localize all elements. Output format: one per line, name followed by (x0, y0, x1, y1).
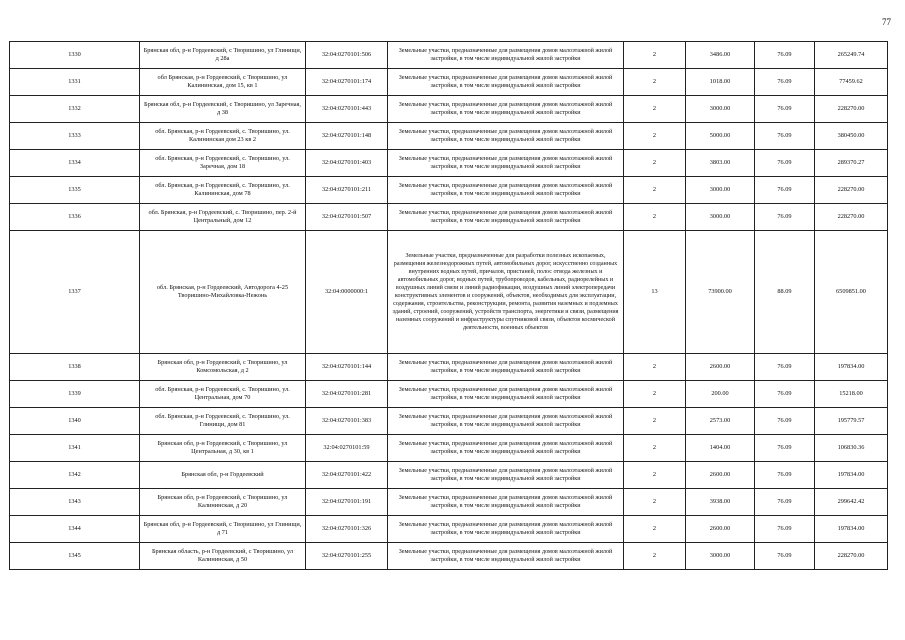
address-cell: Брянская обл, р-н Гордеевский (140, 462, 306, 489)
area-cell: 1018.00 (686, 69, 755, 96)
address-cell: обл. Брянская, р-н Гордеевский, с. Творишино, ул. Центральная, дом 70 (140, 381, 306, 408)
cadastral-value-cell: 299642.42 (815, 489, 888, 516)
group-cell: 2 (624, 177, 686, 204)
rate-cell: 76.09 (755, 354, 815, 381)
address-cell: Брянская обл, р-н Гордеевский, с Творишино, ул Калининская, д 20 (140, 489, 306, 516)
land-use-cell: Земельные участки, предназначенные для размещения домов малоэтажной жилой застройки, в том числе индивидуальной жилой застройки (388, 543, 624, 570)
land-use-cell: Земельные участки, предназначенные для размещения домов малоэтажной жилой застройки, в том числе индивидуальной жилой застройки (388, 204, 624, 231)
address-cell: обл Брянская, р-н Гордеевский, с Творишино, ул Калининская, дом 15, кв 1 (140, 69, 306, 96)
row-number-cell: 1331 (10, 69, 140, 96)
cadastral-value-cell: 228270.00 (815, 543, 888, 570)
address-cell: обл. Брянская, р-н Гордеевский, с. Творишино, ул. Калининская, дом 78 (140, 177, 306, 204)
row-number-cell: 1343 (10, 489, 140, 516)
cadastral-number-cell: 32:04:0270101:211 (306, 177, 388, 204)
area-cell: 2600.00 (686, 462, 755, 489)
table-row (10, 543, 888, 570)
table-row (10, 204, 888, 231)
table-row (10, 408, 888, 435)
land-use-cell: Земельные участки, предназначенные для размещения домов малоэтажной жилой застройки, в том числе индивидуальной жилой застройки (388, 516, 624, 543)
land-registry-table (9, 41, 888, 570)
row-number-cell: 1344 (10, 516, 140, 543)
land-use-cell: Земельные участки, предназначенные для размещения домов малоэтажной жилой застройки, в том числе индивидуальной жилой застройки (388, 150, 624, 177)
group-cell: 2 (624, 408, 686, 435)
address-cell: обл. Брянская, р-н Гордеевский, с. Творишино, ул. Калининская дом 23 кв 2 (140, 123, 306, 150)
group-cell: 2 (624, 462, 686, 489)
area-cell: 3938.00 (686, 489, 755, 516)
cadastral-number-cell: 32:04:0270101:281 (306, 381, 388, 408)
row-number-cell: 1342 (10, 462, 140, 489)
rate-cell: 76.09 (755, 489, 815, 516)
address-cell: Брянская обл, р-н Гордеевский, с Творишино, ул Центральная, д 30, кв 1 (140, 435, 306, 462)
page-number: 77 (882, 17, 891, 27)
address-cell: обл. Брянская, р-н Гордеевский, с. Творишино, пер. 2-й Центральный, дом 12 (140, 204, 306, 231)
table-body (10, 42, 888, 570)
row-number-cell: 1332 (10, 96, 140, 123)
group-cell: 2 (624, 69, 686, 96)
rate-cell: 76.09 (755, 516, 815, 543)
table-row (10, 123, 888, 150)
group-cell: 2 (624, 489, 686, 516)
row-number-cell: 1335 (10, 177, 140, 204)
address-cell: Брянская обл, р-н Гордеевский, с Творишино, ул Глинищи, д 28а (140, 42, 306, 69)
group-cell: 2 (624, 42, 686, 69)
cadastral-number-cell: 32:04:0270101:443 (306, 96, 388, 123)
area-cell: 3486.00 (686, 42, 755, 69)
cadastral-value-cell: 380450.00 (815, 123, 888, 150)
row-number-cell: 1337 (10, 231, 140, 354)
table-row (10, 462, 888, 489)
rate-cell: 76.09 (755, 42, 815, 69)
row-number-cell: 1338 (10, 354, 140, 381)
land-use-cell: Земельные участки, предназначенные для размещения домов малоэтажной жилой застройки, в том числе индивидуальной жилой застройки (388, 489, 624, 516)
cadastral-number-cell: 32:04:0270101:422 (306, 462, 388, 489)
cadastral-value-cell: 15218.00 (815, 381, 888, 408)
table-row (10, 69, 888, 96)
land-use-cell: Земельные участки, предназначенные для размещения домов малоэтажной жилой застройки, в том числе индивидуальной жилой застройки (388, 96, 624, 123)
area-cell: 2573.00 (686, 408, 755, 435)
area-cell: 200.00 (686, 381, 755, 408)
address-cell: Брянская обл, р-н Гордеевский, с Творишино, ул Комсомольская, д 2 (140, 354, 306, 381)
rate-cell: 76.09 (755, 381, 815, 408)
area-cell: 73900.00 (686, 231, 755, 354)
cadastral-number-cell: 32:04:0270101:59 (306, 435, 388, 462)
table-row (10, 177, 888, 204)
land-use-cell: Земельные участки, предназначенные для размещения домов малоэтажной жилой застройки, в том числе индивидуальной жилой застройки (388, 381, 624, 408)
group-cell: 2 (624, 204, 686, 231)
rate-cell: 76.09 (755, 462, 815, 489)
row-number-cell: 1340 (10, 408, 140, 435)
area-cell: 3000.00 (686, 204, 755, 231)
area-cell: 2600.00 (686, 516, 755, 543)
group-cell: 2 (624, 543, 686, 570)
cadastral-value-cell: 197834.00 (815, 354, 888, 381)
cadastral-value-cell: 6509851.00 (815, 231, 888, 354)
group-cell: 2 (624, 123, 686, 150)
cadastral-value-cell: 77459.62 (815, 69, 888, 96)
group-cell: 2 (624, 150, 686, 177)
cadastral-number-cell: 32:04:0270101:383 (306, 408, 388, 435)
rate-cell: 76.09 (755, 96, 815, 123)
group-cell: 2 (624, 381, 686, 408)
area-cell: 3803.00 (686, 150, 755, 177)
table-row (10, 231, 888, 354)
cadastral-number-cell: 32:04:0000000:1 (306, 231, 388, 354)
address-cell: Брянская область, р-н Гордеевский, с Творишино, ул Калининская, д 50 (140, 543, 306, 570)
cadastral-value-cell: 228270.00 (815, 177, 888, 204)
table-row (10, 489, 888, 516)
land-use-cell: Земельные участки, предназначенные для размещения домов малоэтажной жилой застройки, в том числе индивидуальной жилой застройки (388, 69, 624, 96)
row-number-cell: 1341 (10, 435, 140, 462)
row-number-cell: 1334 (10, 150, 140, 177)
area-cell: 5000.00 (686, 123, 755, 150)
land-use-cell: Земельные участки, предназначенные для размещения домов малоэтажной жилой застройки, в том числе индивидуальной жилой застройки (388, 177, 624, 204)
group-cell: 2 (624, 435, 686, 462)
cadastral-value-cell: 197834.00 (815, 516, 888, 543)
area-cell: 1404.00 (686, 435, 755, 462)
land-use-cell: Земельные участки, предназначенные для размещения домов малоэтажной жилой застройки, в том числе индивидуальной жилой застройки (388, 354, 624, 381)
row-number-cell: 1333 (10, 123, 140, 150)
table-row (10, 516, 888, 543)
address-cell: обл. Брянская, р-н Гордеевский, с. Творишино, ул. Глинищи, дом 81 (140, 408, 306, 435)
cadastral-number-cell: 32:04:0270101:403 (306, 150, 388, 177)
cadastral-number-cell: 32:04:0270101:144 (306, 354, 388, 381)
rate-cell: 76.09 (755, 123, 815, 150)
area-cell: 3000.00 (686, 177, 755, 204)
cadastral-number-cell: 32:04:0270101:507 (306, 204, 388, 231)
land-use-cell: Земельные участки, предназначенные для размещения домов малоэтажной жилой застройки, в том числе индивидуальной жилой застройки (388, 435, 624, 462)
rate-cell: 76.09 (755, 177, 815, 204)
address-cell: Брянская обл, р-н Гордеевский, с Творишино, ул Глинищи, д 71 (140, 516, 306, 543)
cadastral-value-cell: 228270.00 (815, 204, 888, 231)
cadastral-number-cell: 32:04:0270101:506 (306, 42, 388, 69)
land-use-cell: Земельные участки, предназначенные для размещения домов малоэтажной жилой застройки, в том числе индивидуальной жилой застройки (388, 408, 624, 435)
table-row (10, 96, 888, 123)
rate-cell: 76.09 (755, 408, 815, 435)
cadastral-number-cell: 32:04:0270101:255 (306, 543, 388, 570)
group-cell: 2 (624, 516, 686, 543)
row-number-cell: 1330 (10, 42, 140, 69)
land-use-cell: Земельные участки, предназначенные для разработки полезных ископаемых, размещения железнодорожных путей, автомобильных дорог, искусственно созданных внутренних водных путей, причалов, пристаней, полос отвода железных и автомобильных дорог, водных путей, трубопроводов, кабельных, радиорелейных и воздушных линий связи и линий радиофикации, воздушных линий электропередачи конструктивных элементов и сооружений, объектов, необходимых для эксплуатации, содержания, строительства, реконструкции, ремонта, развития наземных и подземных зданий, строений, сооружений, устройств транспорта, энергетики и связи, размещения наземных сооружений и инфраструктуры спутниковой связи, объектов космической деятельности, военных объектов (388, 231, 624, 354)
address-cell: обл. Брянская, р-н Гордеевский, Автодорога 4-25 Творишино-Михайловка-Нежонь (140, 231, 306, 354)
address-cell: Брянская обл, р-н Гордеевский, с Творишино, ул Заречная, д 38 (140, 96, 306, 123)
table-row (10, 354, 888, 381)
group-cell: 13 (624, 231, 686, 354)
cadastral-number-cell: 32:04:0270101:148 (306, 123, 388, 150)
cadastral-number-cell: 32:04:0270101:326 (306, 516, 388, 543)
row-number-cell: 1336 (10, 204, 140, 231)
row-number-cell: 1345 (10, 543, 140, 570)
table-row (10, 435, 888, 462)
cadastral-value-cell: 195779.57 (815, 408, 888, 435)
address-cell: обл. Брянская, р-н Гордеевский, с. Творишино, ул. Заречная, дом 18 (140, 150, 306, 177)
table-row (10, 381, 888, 408)
cadastral-value-cell: 265249.74 (815, 42, 888, 69)
rate-cell: 76.09 (755, 543, 815, 570)
cadastral-value-cell: 106830.36 (815, 435, 888, 462)
area-cell: 2600.00 (686, 354, 755, 381)
rate-cell: 76.09 (755, 204, 815, 231)
area-cell: 3000.00 (686, 543, 755, 570)
cadastral-value-cell: 289370.27 (815, 150, 888, 177)
land-use-cell: Земельные участки, предназначенные для размещения домов малоэтажной жилой застройки, в том числе индивидуальной жилой застройки (388, 462, 624, 489)
cadastral-value-cell: 228270.00 (815, 96, 888, 123)
rate-cell: 76.09 (755, 69, 815, 96)
group-cell: 2 (624, 96, 686, 123)
row-number-cell: 1339 (10, 381, 140, 408)
rate-cell: 76.09 (755, 435, 815, 462)
cadastral-value-cell: 197834.00 (815, 462, 888, 489)
cadastral-number-cell: 32:04:0270101:174 (306, 69, 388, 96)
land-use-cell: Земельные участки, предназначенные для размещения домов малоэтажной жилой застройки, в том числе индивидуальной жилой застройки (388, 42, 624, 69)
table-row (10, 150, 888, 177)
cadastral-number-cell: 32:04:0270101:191 (306, 489, 388, 516)
rate-cell: 88.09 (755, 231, 815, 354)
table-row (10, 42, 888, 69)
group-cell: 2 (624, 354, 686, 381)
area-cell: 3000.00 (686, 96, 755, 123)
land-use-cell: Земельные участки, предназначенные для размещения домов малоэтажной жилой застройки, в том числе индивидуальной жилой застройки (388, 123, 624, 150)
rate-cell: 76.09 (755, 150, 815, 177)
